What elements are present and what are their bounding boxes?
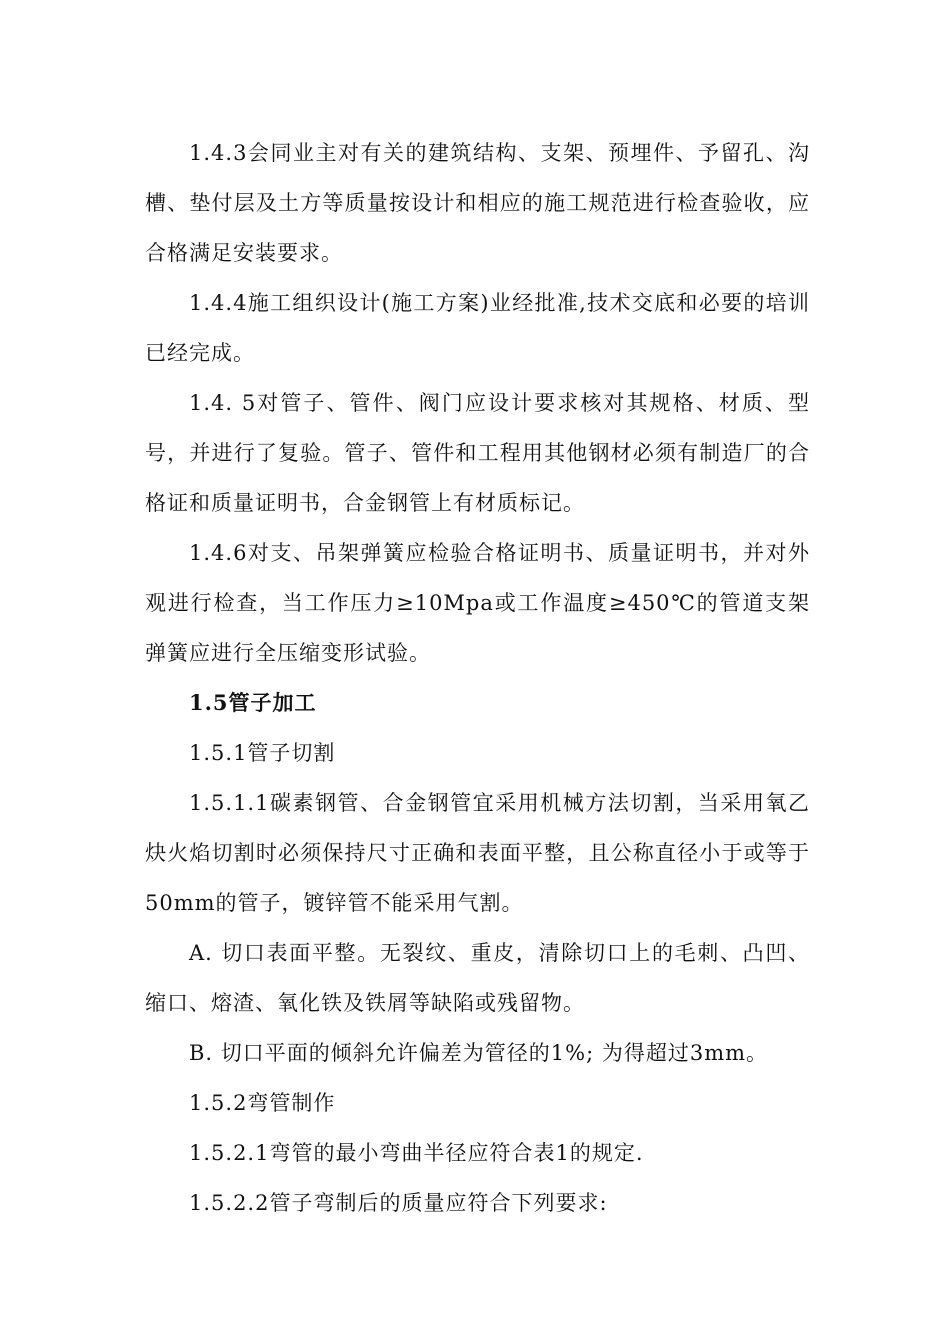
- paragraph-1-5-1: 1.5.1管子切割: [189, 741, 336, 765]
- paragraph-1-4-6: 1.4.6对支、吊架弹簧应检验合格证明书、质量证明书，并对外观进行检查，当工作压力≥10Mpa或工作温度≥450℃的管道支架弹簧应进行全压缩变形试验。: [145, 541, 810, 665]
- paragraph-1-4-5: 1.4. 5对管子、管件、阀门应设计要求核对其规格、材质、型号，并进行了复验。管子、管件和工程用其他钢材必须有制造厂的合格证和质量证明书，合金钢管上有材质标记。: [145, 391, 810, 515]
- paragraph-1-5-1-1: 1.5.1.1碳素钢管、合金钢管宜采用机械方法切割，当采用氧乙炔火焰切割时必须保持尺寸正确和表面平整，且公称直径小于或等于50mm的管子，镀锌管不能采用气割。: [145, 791, 810, 915]
- paragraph-1-4-3: 1.4.3会同业主对有关的建筑结构、支架、预埋件、予留孔、沟槽、垫付层及土方等质量按设计和相应的施工规范进行检查验收，应合格满足安装要求。: [145, 141, 810, 265]
- paragraph-item-b: B. 切口平面的倾斜允许偏差为管径的1%; 为得超过3mm。: [189, 1041, 769, 1065]
- paragraph-item-a: A. 切口表面平整。无裂纹、重皮，清除切口上的毛刺、凸凹、缩口、熔渣、氧化铁及铁屑等缺陷或残留物。: [145, 941, 810, 1015]
- paragraph-1-5-2-1: 1.5.2.1弯管的最小弯曲半径应符合表1的规定.: [189, 1141, 644, 1165]
- paragraph-1-5-2: 1.5.2弯管制作: [189, 1091, 336, 1115]
- paragraph-1-4-4: 1.4.4施工组织设计(施工方案)业经批准,技术交底和必要的培训已经完成。: [145, 291, 810, 365]
- paragraph-1-5-2-2: 1.5.2.2管子弯制后的质量应符合下列要求:: [189, 1191, 608, 1215]
- document-body: [145, 128, 810, 1228]
- section-heading-1-5: 1.5管子加工: [189, 690, 317, 715]
